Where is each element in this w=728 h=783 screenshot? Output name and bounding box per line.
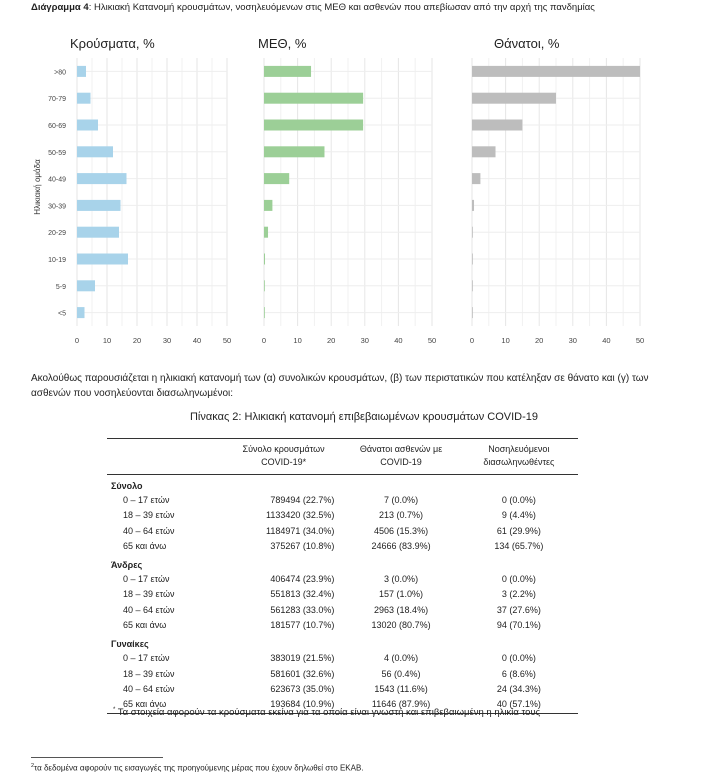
figure-caption <box>31 2 595 13</box>
table-group-row <box>107 633 578 651</box>
x-tick-label: 0 <box>469 336 475 345</box>
table-row <box>107 539 578 554</box>
chart-bar <box>472 307 473 318</box>
x-tick-label: 40 <box>192 336 202 345</box>
category-tick-label: 20-29 <box>48 230 66 238</box>
table-header-corner <box>107 439 225 475</box>
chart-bar <box>77 146 113 157</box>
chart-bar <box>264 280 265 291</box>
chart-panel <box>33 36 231 345</box>
footnote <box>31 763 364 773</box>
table-row <box>107 508 578 523</box>
table-cell-cases: 789494 (22.7%) <box>270 495 335 505</box>
chart-bar <box>264 93 363 104</box>
chart-bar <box>77 93 91 104</box>
x-tick-label: 30 <box>162 336 172 345</box>
table-cell-intubated: 0 (0.0%) <box>501 495 536 505</box>
table-cell-cases: 375267 (10.8%) <box>270 540 335 551</box>
age-distribution-table <box>107 438 578 714</box>
table-cell-intubated: 0 (0.0%) <box>501 653 536 664</box>
table-header-cases: Σύνολο κρουσμάτων COVID-19* <box>242 444 325 467</box>
x-tick-label: 30 <box>568 336 577 345</box>
table-title: Πίνακας 2: Ηλικιακή κατανομή επιβεβαιωμένων κρουσμάτων COVID-19 <box>189 411 539 423</box>
category-tick-label: >80 <box>54 69 66 77</box>
y-axis-label: Ηλικιακή ομάδα <box>33 159 42 215</box>
chart-panel <box>470 36 644 345</box>
footnote-divider <box>31 757 163 758</box>
x-tick-label: 0 <box>74 336 80 345</box>
table-note <box>113 707 540 718</box>
chart-title: ΜΕΘ, % <box>258 36 307 51</box>
chart-bar <box>472 227 473 238</box>
table-group <box>107 633 578 713</box>
chart-bar <box>472 254 473 265</box>
table-cell-cases: 561283 (33.0%) <box>270 604 335 615</box>
chart-title: Θάνατοι, % <box>494 36 560 51</box>
table-cell-cases: 551813 (32.4%) <box>270 589 335 600</box>
chart-bar <box>472 200 474 211</box>
chart-panel <box>258 36 436 345</box>
table-row <box>107 618 578 633</box>
category-tick-label: <5 <box>58 310 66 318</box>
chart-bar <box>472 120 522 131</box>
table-cell-deaths: 4 (0.0%) <box>384 653 419 664</box>
table-cell-deaths: 213 (0.7%) <box>379 510 424 521</box>
chart-bar <box>77 173 127 184</box>
chart-bar <box>77 66 86 77</box>
x-tick-label: 50 <box>222 336 232 345</box>
chart-bar <box>264 146 324 157</box>
table-header-intubated: Νοσηλευόμενοι διασωληνωθέντες <box>483 444 555 467</box>
table-cell-age: 65 και άνω <box>123 540 167 551</box>
chart-bar <box>472 93 556 104</box>
chart-bar <box>264 254 265 265</box>
table-cell-intubated: 94 (70.1%) <box>496 620 541 631</box>
chart-bar <box>77 227 119 238</box>
table-cell-cases: 581601 (32.6%) <box>270 668 335 679</box>
table-cell-cases: 1184971 (34.0%) <box>266 525 335 536</box>
table-cell-deaths: 7 (0.0%) <box>384 495 419 505</box>
table-cell-intubated: 3 (2.2%) <box>501 589 536 600</box>
table-row <box>107 603 578 618</box>
table-cell-age: 40 – 64 ετών <box>123 683 175 694</box>
chart-bar <box>472 280 473 291</box>
x-tick-label: 50 <box>635 336 645 345</box>
table-cell-cases: 383019 (21.5%) <box>270 653 335 664</box>
table-header-row <box>107 439 578 475</box>
x-tick-label: 40 <box>602 336 611 345</box>
chart-bar <box>77 307 85 318</box>
x-tick-label: 30 <box>360 336 369 345</box>
chart-bar <box>264 200 272 211</box>
x-tick-label: 0 <box>261 336 267 345</box>
table-group-label: Σύνολο <box>111 481 143 491</box>
table-cell-age: 18 – 39 ετών <box>123 668 175 679</box>
table-cell-age: 0 – 17 ετών <box>123 495 170 505</box>
table-cell-age: 65 και άνω <box>123 620 167 631</box>
chart-bar <box>264 173 289 184</box>
chart-bar <box>77 200 121 211</box>
chart-bar <box>472 146 496 157</box>
category-tick-label: 60-69 <box>48 123 66 130</box>
table-group-row <box>107 475 578 494</box>
table-cell-cases: 406474 (23.9%) <box>270 574 335 585</box>
table-cell-age: 40 – 64 ετών <box>123 604 175 615</box>
table-cell-intubated: 9 (4.4%) <box>501 510 536 521</box>
table-group-label: Γυναίκες <box>111 639 149 650</box>
x-tick-label: 20 <box>132 336 142 345</box>
table-cell-age: 0 – 17 ετών <box>123 653 170 664</box>
table-cell-deaths: 2963 (18.4%) <box>374 604 429 615</box>
table-cell-deaths: 4506 (15.3%) <box>374 525 429 536</box>
table-row <box>107 651 578 666</box>
table-cell-deaths: 157 (1.0%) <box>379 589 424 600</box>
category-tick-label: 70-79 <box>48 96 66 104</box>
table-row <box>107 572 578 587</box>
table-cell-intubated: 0 (0.0%) <box>501 574 536 585</box>
figure-caption-text: : Ηλικιακή Κατανομή κρουσμάτων, νοσηλευόμενων στις ΜΕΘ και ασθενών που απεβίωσαν από την αρχή της πανδημίας <box>88 2 595 13</box>
table-cell-intubated: 40 (57.1%) <box>496 699 541 710</box>
figure-caption-label: Διάγραμμα 4 <box>31 2 89 13</box>
table-cell-intubated: 24 (34.3%) <box>496 683 541 694</box>
table-cell-cases: 1133420 (32.5%) <box>266 510 335 521</box>
table-cell-intubated: 37 (27.6%) <box>496 604 541 615</box>
chart-bar <box>77 280 95 291</box>
intro-paragraph: Ακολούθως παρουσιάζεται η ηλικιακή κατανομή των (α) συνολικών κρουσμάτων, (β) των περιστατικών που κατέληξαν σε θάνατο και (γ) των ασθενών που νοσηλεύονται διασωληνωμένοι: <box>31 373 649 399</box>
table-note-text: Τα στοιχεία αφορούν τα κρούσματα εκείνα για τα οποία είναι γνωστή και επιβεβαιωμένη η ηλικία τους <box>115 707 541 719</box>
table-cell-deaths: 24666 (83.9%) <box>371 540 431 551</box>
chart-title: Κρούσματα, % <box>70 36 155 51</box>
chart-bar <box>77 254 128 265</box>
age-distribution-charts <box>0 28 728 358</box>
category-tick-label: 5-9 <box>55 283 66 291</box>
chart-bar <box>472 66 640 77</box>
table-cell-cases: 193684 (10.9%) <box>270 699 335 710</box>
table-cell-intubated: 61 (29.9%) <box>496 525 541 536</box>
table-header-deaths: Θάνατοι ασθενών με COVID-19 <box>359 444 443 467</box>
chart-bar <box>264 227 268 238</box>
category-tick-label: 50-59 <box>48 149 66 157</box>
chart-bar <box>472 173 480 184</box>
table-cell-age: 65 και άνω <box>123 699 167 710</box>
table-group-row <box>107 554 578 572</box>
x-tick-label: 10 <box>293 336 302 345</box>
x-tick-label: 40 <box>394 336 403 345</box>
x-tick-label: 10 <box>102 336 112 345</box>
category-tick-label: 10-19 <box>48 257 66 264</box>
table-cell-deaths: 11646 (87.9%) <box>371 699 431 710</box>
table-cell-intubated: 6 (8.6%) <box>501 668 536 679</box>
table-cell-deaths: 3 (0.0%) <box>384 574 419 585</box>
table-cell-age: 18 – 39 ετών <box>123 589 175 600</box>
x-tick-label: 10 <box>501 336 510 345</box>
table-cell-age: 0 – 17 ετών <box>123 574 170 585</box>
chart-bar <box>264 307 265 318</box>
table-row <box>107 493 578 508</box>
category-tick-label: 40-49 <box>48 176 66 184</box>
x-tick-label: 20 <box>535 336 544 345</box>
table-cell-cases: 623673 (35.0%) <box>270 683 335 694</box>
table-row <box>107 587 578 602</box>
chart-bar <box>264 66 311 77</box>
table-cell-deaths: 13020 (80.7%) <box>371 620 431 631</box>
table-cell-intubated: 134 (65.7%) <box>494 540 544 551</box>
footnote-text: τα δεδομένα αφορούν τις εισαγωγές της προηγούμενης μέρας που έχουν δηλωθεί στο ΕΚΑΒ. <box>34 763 364 773</box>
table-group <box>107 554 578 633</box>
table-row <box>107 524 578 539</box>
table-cell-age: 40 – 64 ετών <box>123 525 175 536</box>
table-note-mark: * <box>113 707 116 713</box>
table-cell-deaths: 56 (0.4%) <box>381 668 421 679</box>
chart-bar <box>264 120 363 131</box>
table-cell-age: 18 – 39 ετών <box>123 510 175 521</box>
table-cell-deaths: 1543 (11.6%) <box>374 683 428 694</box>
x-tick-label: 50 <box>427 336 437 345</box>
footnote-mark: 2 <box>31 763 35 769</box>
table-cell-cases: 181577 (10.7%) <box>270 620 335 631</box>
category-tick-label: 30-39 <box>48 203 66 211</box>
table-row <box>107 667 578 682</box>
x-tick-label: 20 <box>327 336 336 345</box>
table-group <box>107 475 578 555</box>
table-row <box>107 682 578 697</box>
table-group-label: Άνδρες <box>111 560 143 571</box>
charts-container <box>0 28 728 358</box>
chart-bar <box>77 120 98 131</box>
